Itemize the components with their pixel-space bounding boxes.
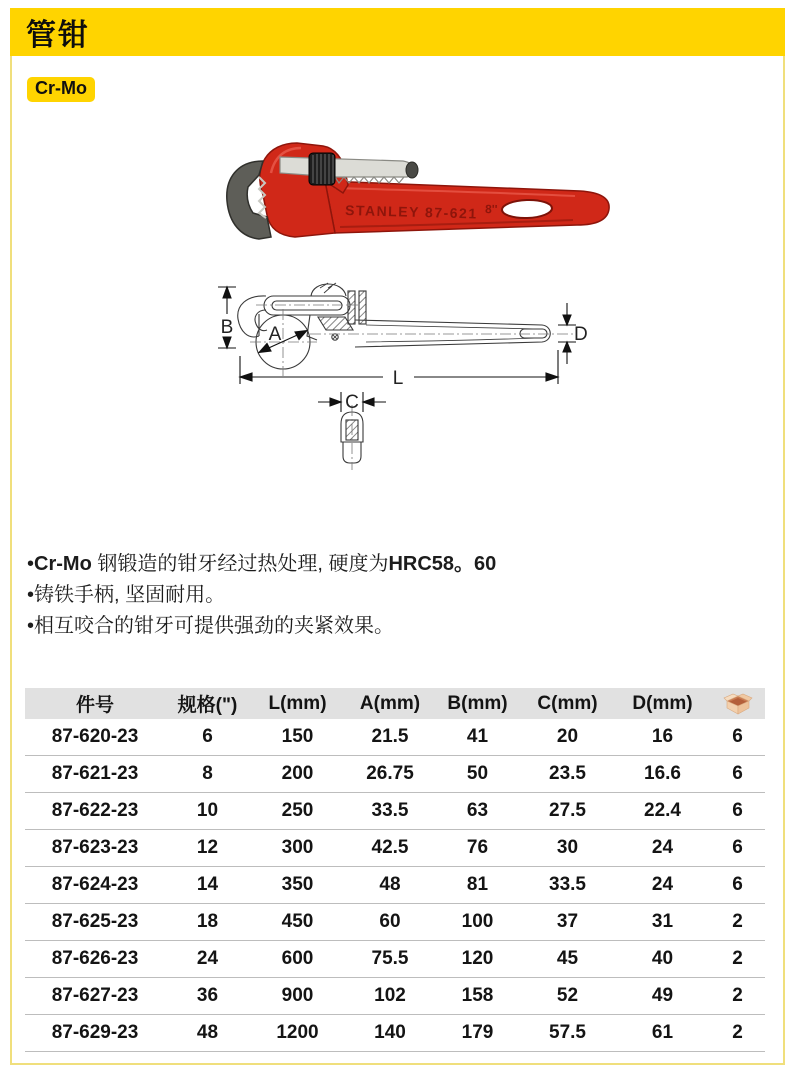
- feature-text: 钢锻造的钳牙经过热处理, 硬度为: [91, 553, 389, 575]
- dim-d: [558, 303, 588, 364]
- feature-hardness: HRC58。60: [388, 553, 497, 575]
- table-cell: 6: [710, 719, 765, 756]
- table-row: [25, 793, 765, 830]
- table-row: [25, 978, 765, 1015]
- table-body: [25, 719, 765, 1052]
- table-cell: 26.75: [345, 756, 435, 793]
- table-cell: 87-623-23: [25, 830, 165, 867]
- table-cell: 2: [710, 941, 765, 978]
- table-cell: 75.5: [345, 941, 435, 978]
- table-cell: 600: [250, 941, 345, 978]
- col-b: B(mm): [435, 688, 520, 719]
- table-row: [25, 719, 765, 756]
- table-cell: 6: [710, 756, 765, 793]
- table-cell: 50: [435, 756, 520, 793]
- col-l: L(mm): [250, 688, 345, 719]
- table-cell: 27.5: [520, 793, 615, 830]
- carton-box-icon: [722, 692, 754, 716]
- table-cell: 16: [615, 719, 710, 756]
- table-cell: 14: [165, 867, 250, 904]
- bullet-marker: •: [27, 584, 35, 606]
- table-cell: 24: [165, 941, 250, 978]
- table-cell: 21.5: [345, 719, 435, 756]
- table-cell: 179: [435, 1015, 520, 1052]
- table-cell: 48: [165, 1015, 250, 1052]
- embossed-brand-text: STANLEY 87-621: [344, 202, 478, 222]
- table-cell: 87-620-23: [25, 719, 165, 756]
- table-cell: 87-627-23: [25, 978, 165, 1015]
- col-part-number: 件号: [25, 688, 165, 719]
- feature-item: [27, 549, 496, 580]
- table-cell: 87-625-23: [25, 904, 165, 941]
- table-cell: 100: [435, 904, 520, 941]
- table-cell: 60: [345, 904, 435, 941]
- col-spec: 规格("): [165, 688, 250, 719]
- table-cell: 18: [165, 904, 250, 941]
- col-pack-qty: [710, 688, 765, 719]
- table-cell: 6: [710, 793, 765, 830]
- table-row: [25, 830, 765, 867]
- table-header-row: [25, 688, 765, 719]
- table-cell: 102: [345, 978, 435, 1015]
- features-list: [27, 549, 496, 642]
- table-cell: 31: [615, 904, 710, 941]
- table-cell: 6: [710, 830, 765, 867]
- table-cell: 22.4: [615, 793, 710, 830]
- dim-l: [240, 350, 558, 389]
- table-cell: 20: [520, 719, 615, 756]
- table-cell: 42.5: [345, 830, 435, 867]
- table-row: [25, 756, 765, 793]
- table-cell: 87-624-23: [25, 867, 165, 904]
- table-cell: 10: [165, 793, 250, 830]
- dim-c-label: C: [345, 392, 359, 413]
- page-title: 管钳: [26, 19, 90, 52]
- table-row: [25, 1015, 765, 1052]
- knurled-nut: [309, 153, 335, 185]
- feature-item: [27, 611, 496, 642]
- table-cell: 40: [615, 941, 710, 978]
- table-cell: 2: [710, 1015, 765, 1052]
- dim-c: [318, 392, 386, 413]
- dimension-diagram: [180, 270, 630, 475]
- table-row: [25, 941, 765, 978]
- table-cell: 200: [250, 756, 345, 793]
- dim-d-label: D: [574, 324, 588, 345]
- table-cell: 87-626-23: [25, 941, 165, 978]
- table-cell: 24: [615, 867, 710, 904]
- table-cell: 1200: [250, 1015, 345, 1052]
- table-cell: 450: [250, 904, 345, 941]
- product-photo: [175, 133, 630, 260]
- table-cell: 81: [435, 867, 520, 904]
- dim-l-label: L: [392, 368, 404, 389]
- page-header: [10, 8, 785, 56]
- feature-material: Cr-Mo: [34, 553, 92, 575]
- table-cell: 87-629-23: [25, 1015, 165, 1052]
- bullet-marker: •: [27, 615, 35, 637]
- table-cell: 900: [250, 978, 345, 1015]
- table-cell: 49: [615, 978, 710, 1015]
- dim-a-label: A: [268, 324, 282, 345]
- table-cell: 30: [520, 830, 615, 867]
- bullet-marker: •: [27, 553, 35, 575]
- table-cell: 24: [615, 830, 710, 867]
- table-cell: 8: [165, 756, 250, 793]
- table-cell: 33.5: [345, 793, 435, 830]
- table-cell: 12: [165, 830, 250, 867]
- table-cell: 57.5: [520, 1015, 615, 1052]
- feature-text: 铸铁手柄, 坚固耐用。: [34, 584, 226, 606]
- table-cell: 76: [435, 830, 520, 867]
- table-cell: 300: [250, 830, 345, 867]
- table-cell: 41: [435, 719, 520, 756]
- col-d: D(mm): [615, 688, 710, 719]
- table-cell: 6: [710, 867, 765, 904]
- table-row: [25, 867, 765, 904]
- table-row: [25, 904, 765, 941]
- table-cell: 48: [345, 867, 435, 904]
- dim-b-label: B: [220, 317, 234, 338]
- col-a: A(mm): [345, 688, 435, 719]
- table-cell: 120: [435, 941, 520, 978]
- table-cell: 36: [165, 978, 250, 1015]
- table-cell: 52: [520, 978, 615, 1015]
- table-cell: 61: [615, 1015, 710, 1052]
- feature-text: 相互咬合的钳牙可提供强劲的夹紧效果。: [34, 615, 395, 637]
- table-cell: 63: [435, 793, 520, 830]
- table-cell: 6: [165, 719, 250, 756]
- feature-item: [27, 580, 496, 611]
- col-c: C(mm): [520, 688, 615, 719]
- dim-b: [218, 287, 236, 348]
- table-cell: 350: [250, 867, 345, 904]
- embossed-size-text: 8'': [484, 202, 498, 217]
- table-cell: 140: [345, 1015, 435, 1052]
- table-cell: 37: [520, 904, 615, 941]
- table-cell: 23.5: [520, 756, 615, 793]
- table-cell: 33.5: [520, 867, 615, 904]
- table-cell: 250: [250, 793, 345, 830]
- table-cell: 87-621-23: [25, 756, 165, 793]
- table-cell: 150: [250, 719, 345, 756]
- table-cell: 158: [435, 978, 520, 1015]
- table-cell: 16.6: [615, 756, 710, 793]
- table-cell: 2: [710, 904, 765, 941]
- table-cell: 87-622-23: [25, 793, 165, 830]
- material-badge: Cr-Mo: [27, 77, 95, 102]
- table-cell: 45: [520, 941, 615, 978]
- spec-table: [25, 688, 765, 1052]
- table-cell: 2: [710, 978, 765, 1015]
